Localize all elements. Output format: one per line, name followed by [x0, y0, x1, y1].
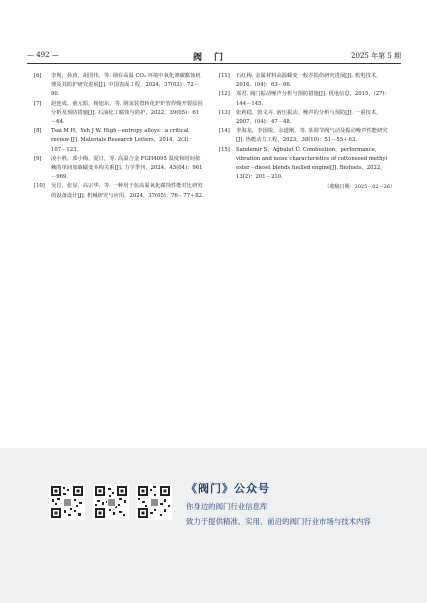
- reference-number: [7]: [34, 100, 42, 107]
- qr-code-icon[interactable]: [49, 484, 85, 520]
- qr-code-icon[interactable]: [136, 484, 172, 520]
- qr-center-logo: [63, 498, 72, 507]
- reference-number: [10]: [34, 183, 45, 190]
- reference-text: 张莉稳，敦文卉. 液压振动、噪声的分析与预防[J]. 一重技术，2007，(04)：47－48.: [236, 109, 382, 126]
- reference-text: 李隽，孙涛，胡国伟，等. 钢在高温 CO₂ 环境中氧化渗碳腐蚀机理及其防护研究进展[J]. 中国表面工程，2024，37(02)：72－90.: [51, 73, 201, 98]
- qr-center-logo: [107, 498, 116, 507]
- reference-item: [34, 127, 204, 155]
- promo-subtitle: 你身边的阀门行业信息库: [186, 502, 268, 511]
- reference-item: [34, 155, 204, 183]
- received-date: （收稿日期：2025－02－26）: [324, 184, 395, 191]
- reference-item: [219, 127, 395, 145]
- reference-text: 吴昌，张显，高宗华，等. 一种用于抗高温氧化腐蚀性能对比研究的设备设计[J]. 机械研究与应用，2024，37(05)：76－77＋82.: [51, 183, 204, 199]
- reference-text: 石红梅. 金属材料高温蠕变一般寿损伤研究进展[J]. 机电技术，2016，(04)：63－66.: [236, 73, 382, 89]
- reference-number: [13]: [219, 109, 230, 116]
- reference-item: [34, 182, 204, 200]
- reference-item: [34, 72, 204, 100]
- reference-item: [219, 146, 395, 183]
- promo-text-block: [186, 480, 371, 527]
- promo-slogan: 致力于提供精准、实用、前沿的阀门行业市场与技术内容: [186, 517, 371, 526]
- promo-title: 《阀门》公众号: [186, 482, 270, 495]
- reference-text: Tsai M H，Yeh J W. High－entropy alloys：a critical review [J]. Materials Research Letters，2014，2(3)：107－123.: [51, 128, 194, 153]
- qr-center-logo: [150, 498, 159, 507]
- reference-text: 赵连成，童元昭，杨旭东，等. 制氢装置转化炉炉管焊缝开裂原因分析及预防措施[J]. 石油化工腐蚀与防护，2022，39(05)：61－64.: [51, 100, 203, 126]
- reference-number: [11]: [219, 73, 230, 79]
- reference-number: [9]: [34, 155, 42, 162]
- reference-text: 邓君. 阀门振动噪声分析与预防措施[J]. 机电信息，2015，(27)：144－145.: [236, 91, 390, 107]
- references-left-column: [34, 72, 204, 201]
- reference-item: [219, 72, 395, 90]
- reference-item: [219, 90, 395, 108]
- reference-item: [34, 100, 204, 128]
- reference-text: Sandemir S，Ağbulut Ü. Combustion，performance，vibration and noise characteristics of cottonseed methyl ester－diesel blends fuelled engine[J]. Biofuels，2022，13(2)：201－210.: [236, 146, 388, 181]
- reference-number: [12]: [219, 91, 230, 98]
- journal-title: 阀门: [192, 53, 235, 63]
- reference-text: 凌小胜，邓小梅，夏日，等. 高温合金 FGH4095 温度和时间依赖的单间加载蠕变本构关系[J]. 力学季刊，2024，45(04)：961－969.: [51, 155, 203, 181]
- reference-number: [15]: [219, 146, 230, 153]
- reference-number: [14]: [219, 128, 230, 135]
- reference-number: [6]: [34, 73, 42, 79]
- qr-code-icon[interactable]: [93, 484, 129, 520]
- issue-label: 2025 年第 5 期: [351, 52, 401, 60]
- reference-text: 李海龙，李国锐，余道刚，等. 某调节阀气动及振动噪声性能研究[J]. 热能动力工程，2023，38(10)：51－55＋63.: [236, 128, 388, 144]
- page-number: — 492 —: [27, 51, 59, 59]
- header-rule: [27, 63, 401, 64]
- references-right-column: [219, 72, 395, 193]
- reference-number: [8]: [34, 128, 42, 135]
- reference-item: [219, 109, 395, 127]
